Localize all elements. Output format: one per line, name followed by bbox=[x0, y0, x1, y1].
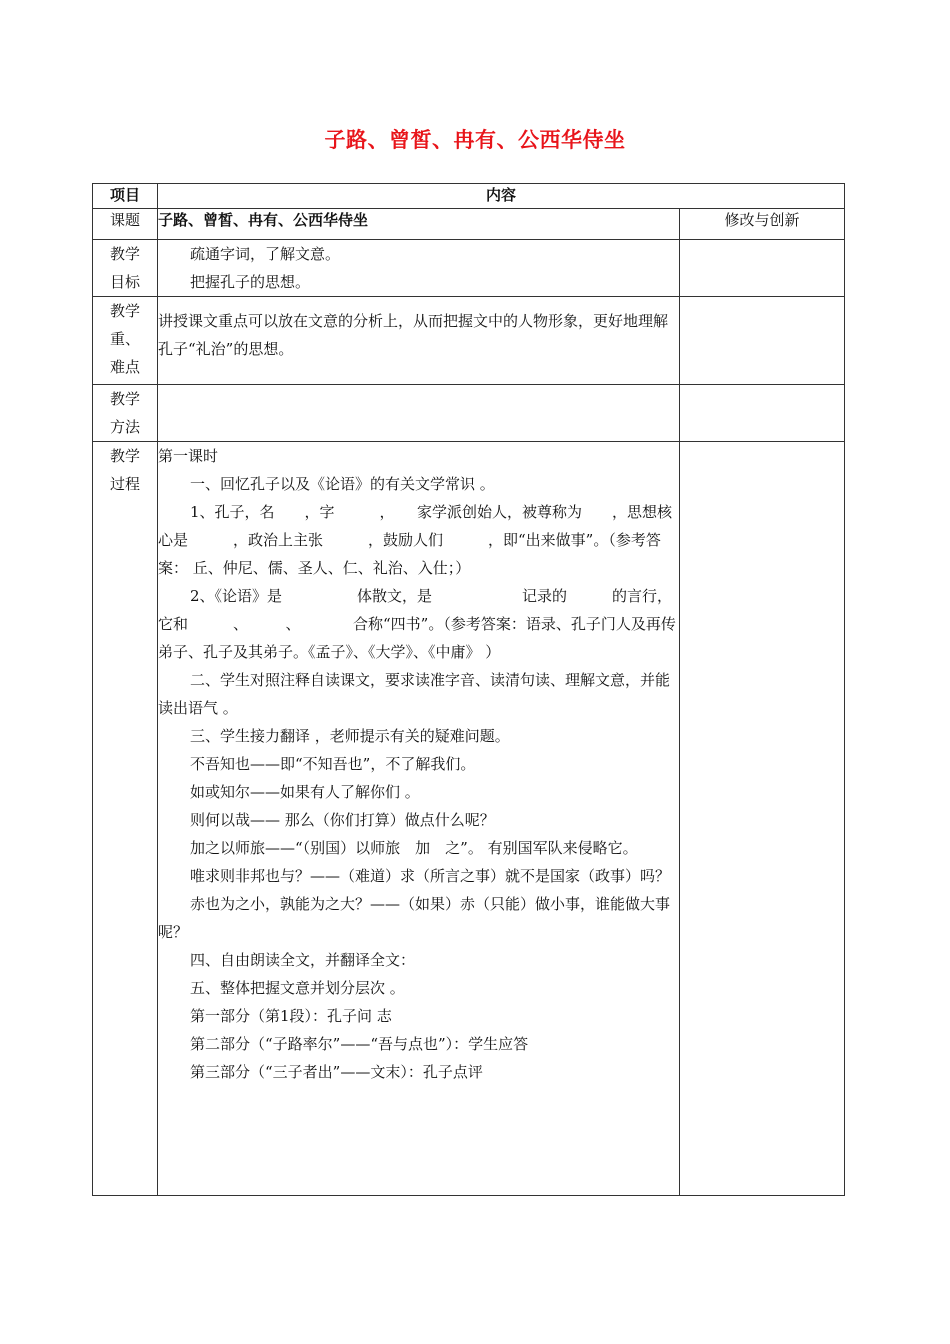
process-label: 教学 过程 bbox=[93, 442, 158, 1196]
process-paragraph: 1、孔子，名 ，字 ， 家学派创始人，被尊称为 ，思想核心是 ，政治上主张 ，鼓励人们 ，即“出来做事”。（参考答案： 丘、仲尼、儒、圣人、仁、礼治、入仕；） bbox=[158, 503, 673, 577]
process-row bbox=[93, 442, 845, 1196]
header-item: 项目 bbox=[93, 184, 158, 209]
process-paragraph: 不吾知也——即“不知吾也”，不了解我们。 bbox=[190, 755, 476, 773]
method-content bbox=[158, 385, 680, 442]
key-text: 讲授课文重点可以放在文意的分析上，从而把握文中的人物形象，更好地理解孔子“礼治”的思想。 bbox=[158, 312, 669, 358]
process-paragraph: 三、学生接力翻译 ，老师提示有关的疑难问题。 bbox=[190, 727, 510, 745]
goal-line: 疏通字词，了解文意。 bbox=[190, 245, 341, 263]
goals-content bbox=[158, 240, 680, 297]
process-paragraph: 第二部分（“子路率尔”——“吾与点也”）：学生应答 bbox=[190, 1035, 529, 1053]
process-content bbox=[158, 442, 680, 1196]
process-paragraph: 赤也为之小，孰能为之大？——（如果）赤（只能）做小事，谁能做大事呢？ bbox=[158, 895, 671, 941]
method-label: 教学 方法 bbox=[93, 385, 158, 442]
page-title: 子路、曾皙、冉有、公西华侍坐 bbox=[324, 128, 626, 152]
process-paragraph: 五、整体把握文意并划分层次 。 bbox=[190, 979, 405, 997]
process-paragraph: 四、自由朗读全文，并翻译全文： bbox=[190, 951, 416, 969]
process-notes bbox=[679, 442, 844, 1196]
key-label: 教学 重、 难点 bbox=[93, 297, 158, 385]
topic-row bbox=[93, 209, 845, 240]
process-paragraph: 加之以师旅——“（别国）以师旅 加 之”。 有别国军队来侵略它。 bbox=[190, 839, 638, 857]
goal-line: 把握孔子的思想。 bbox=[190, 273, 311, 291]
header-content: 内容 bbox=[158, 184, 845, 209]
process-paragraph: 则何以哉—— 那么（你们打算）做点什么呢？ bbox=[190, 811, 495, 829]
modify-innovate-label: 修改与创新 bbox=[679, 209, 844, 240]
goals-label: 教学 目标 bbox=[93, 240, 158, 297]
lesson-plan-table bbox=[92, 183, 845, 1196]
process-paragraph: 二、学生对照注释自读课文，要求读准字音、读清句读、理解文意，并能读出语气 。 bbox=[158, 671, 671, 717]
process-paragraph: 如或知尔——如果有人了解你们 。 bbox=[190, 783, 420, 801]
process-paragraph: 一、回忆孔子以及《论语》的有关文学常识 。 bbox=[190, 475, 495, 493]
table-header-row bbox=[93, 184, 845, 209]
key-notes bbox=[679, 297, 844, 385]
method-row bbox=[93, 385, 845, 442]
topic-label: 课题 bbox=[93, 209, 158, 240]
process-paragraph: 2、《论语》是 体散文，是 记录的 的言行，它和 、 、 合称“四书”。（参考答案：语录、孔子门人及再传弟子、孔子及其弟子。《孟子》、《大学》、《中庸》 ） bbox=[158, 587, 676, 661]
key-content bbox=[158, 297, 680, 385]
method-notes bbox=[679, 385, 844, 442]
lesson-heading: 第一课时 bbox=[158, 447, 219, 465]
topic-value: 子路、曾皙、冉有、公西华侍坐 bbox=[158, 209, 680, 240]
process-paragraph: 第三部分（“三子者出”——文末）：孔子点评 bbox=[190, 1063, 483, 1081]
process-paragraph: 唯求则非邦也与？——（难道）求（所言之事）就不是国家（政事）吗？ bbox=[190, 867, 671, 885]
goals-row bbox=[93, 240, 845, 297]
process-paragraph: 第一部分（第1段）：孔子问 志 bbox=[190, 1007, 392, 1025]
goals-notes bbox=[679, 240, 844, 297]
key-row bbox=[93, 297, 845, 385]
